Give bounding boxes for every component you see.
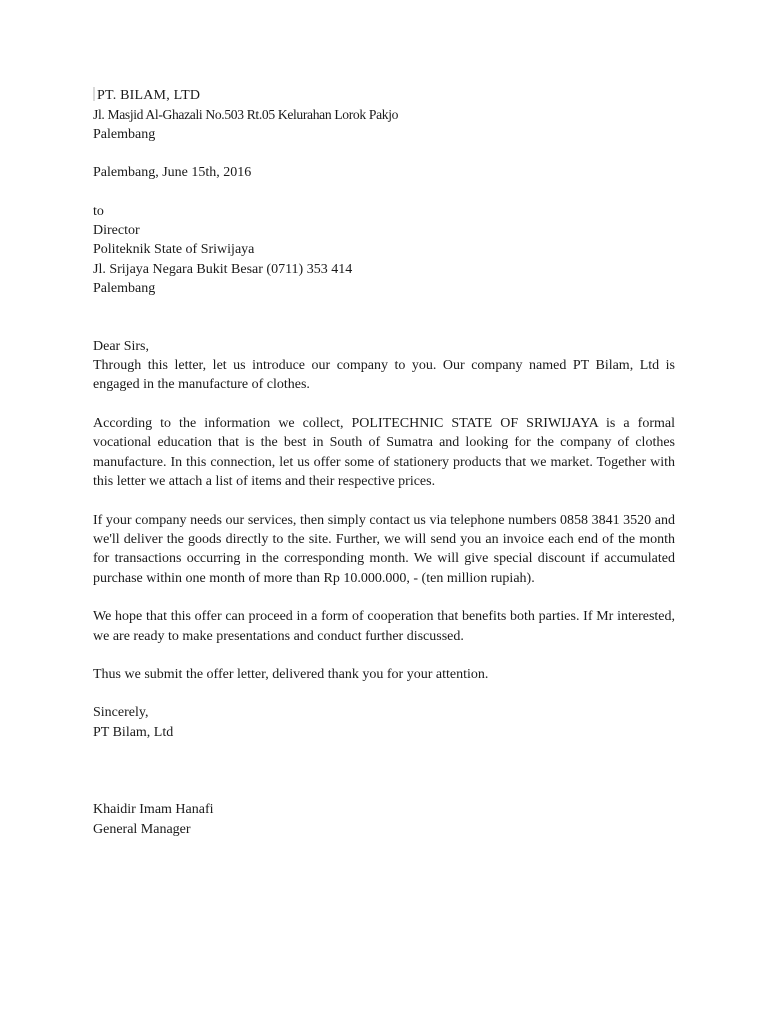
closing-block xyxy=(93,703,675,839)
sender-company-line xyxy=(93,86,675,105)
recipient-title: Director xyxy=(93,223,140,239)
paragraph-thanks: Thus we submit the offer letter, delivered thank you for your attention. xyxy=(93,666,489,682)
date-line: Palembang, June 15th, 2016 xyxy=(93,165,252,181)
paragraph-contact: If your company needs our services, then simply contact us via telephone numbers 0858 3841 3520 and we'll deliver the goods directly to the site. Further, we will send you an invoice each end of the month for transactions occurring in the corresponding month. We will give special discount if accumulated purchase within one month of more than Rp 10.000.000, - (ten million rupiah). xyxy=(93,512,675,586)
signer-name: Khaidir Imam Hanafi xyxy=(93,802,214,818)
paragraph-cooperation: We hope that this offer can proceed in a form of cooperation that benefits both parties. If Mr interested, we are ready to make presentations and conduct further discussed. xyxy=(93,609,675,644)
sender-company: PT. BILAM, LTD xyxy=(97,88,201,103)
text-cursor-marker xyxy=(93,87,95,101)
recipient-institution: Politeknik State of Sriwijaya xyxy=(93,242,255,258)
sender-address: Jl. Masjid Al-Ghazali No.503 Rt.05 Kelurahan Lorok Pakjo xyxy=(93,107,399,123)
sender-city: Palembang xyxy=(93,126,156,142)
recipient-block xyxy=(93,202,675,299)
signer-title: General Manager xyxy=(93,821,191,837)
recipient-address: Jl. Srijaya Negara Bukit Besar (0711) 353 414 xyxy=(93,261,353,277)
salutation: Dear Sirs, xyxy=(93,338,149,354)
closing-company: PT Bilam, Ltd xyxy=(93,724,174,740)
recipient-to: to xyxy=(93,203,104,219)
paragraph-introduction: Through this letter, let us introduce our company to you. Our company named PT Bilam, Ltd is engaged in the manufacture of clothes. xyxy=(93,358,675,393)
letter-page xyxy=(93,86,675,839)
valediction: Sincerely, xyxy=(93,705,149,721)
paragraph-offer: According to the information we collect, POLITECHNIC STATE OF SRIWIJAYA is a formal vocational education that is the best in South of Sumatra and looking for the company of clothes manufacture. In this connection, let us offer some of stationery products that we market. Together with this letter we attach a list of items and their respective prices. xyxy=(93,415,675,490)
recipient-city: Palembang xyxy=(93,281,156,297)
letter-body xyxy=(93,356,675,684)
sender-block xyxy=(93,86,675,144)
